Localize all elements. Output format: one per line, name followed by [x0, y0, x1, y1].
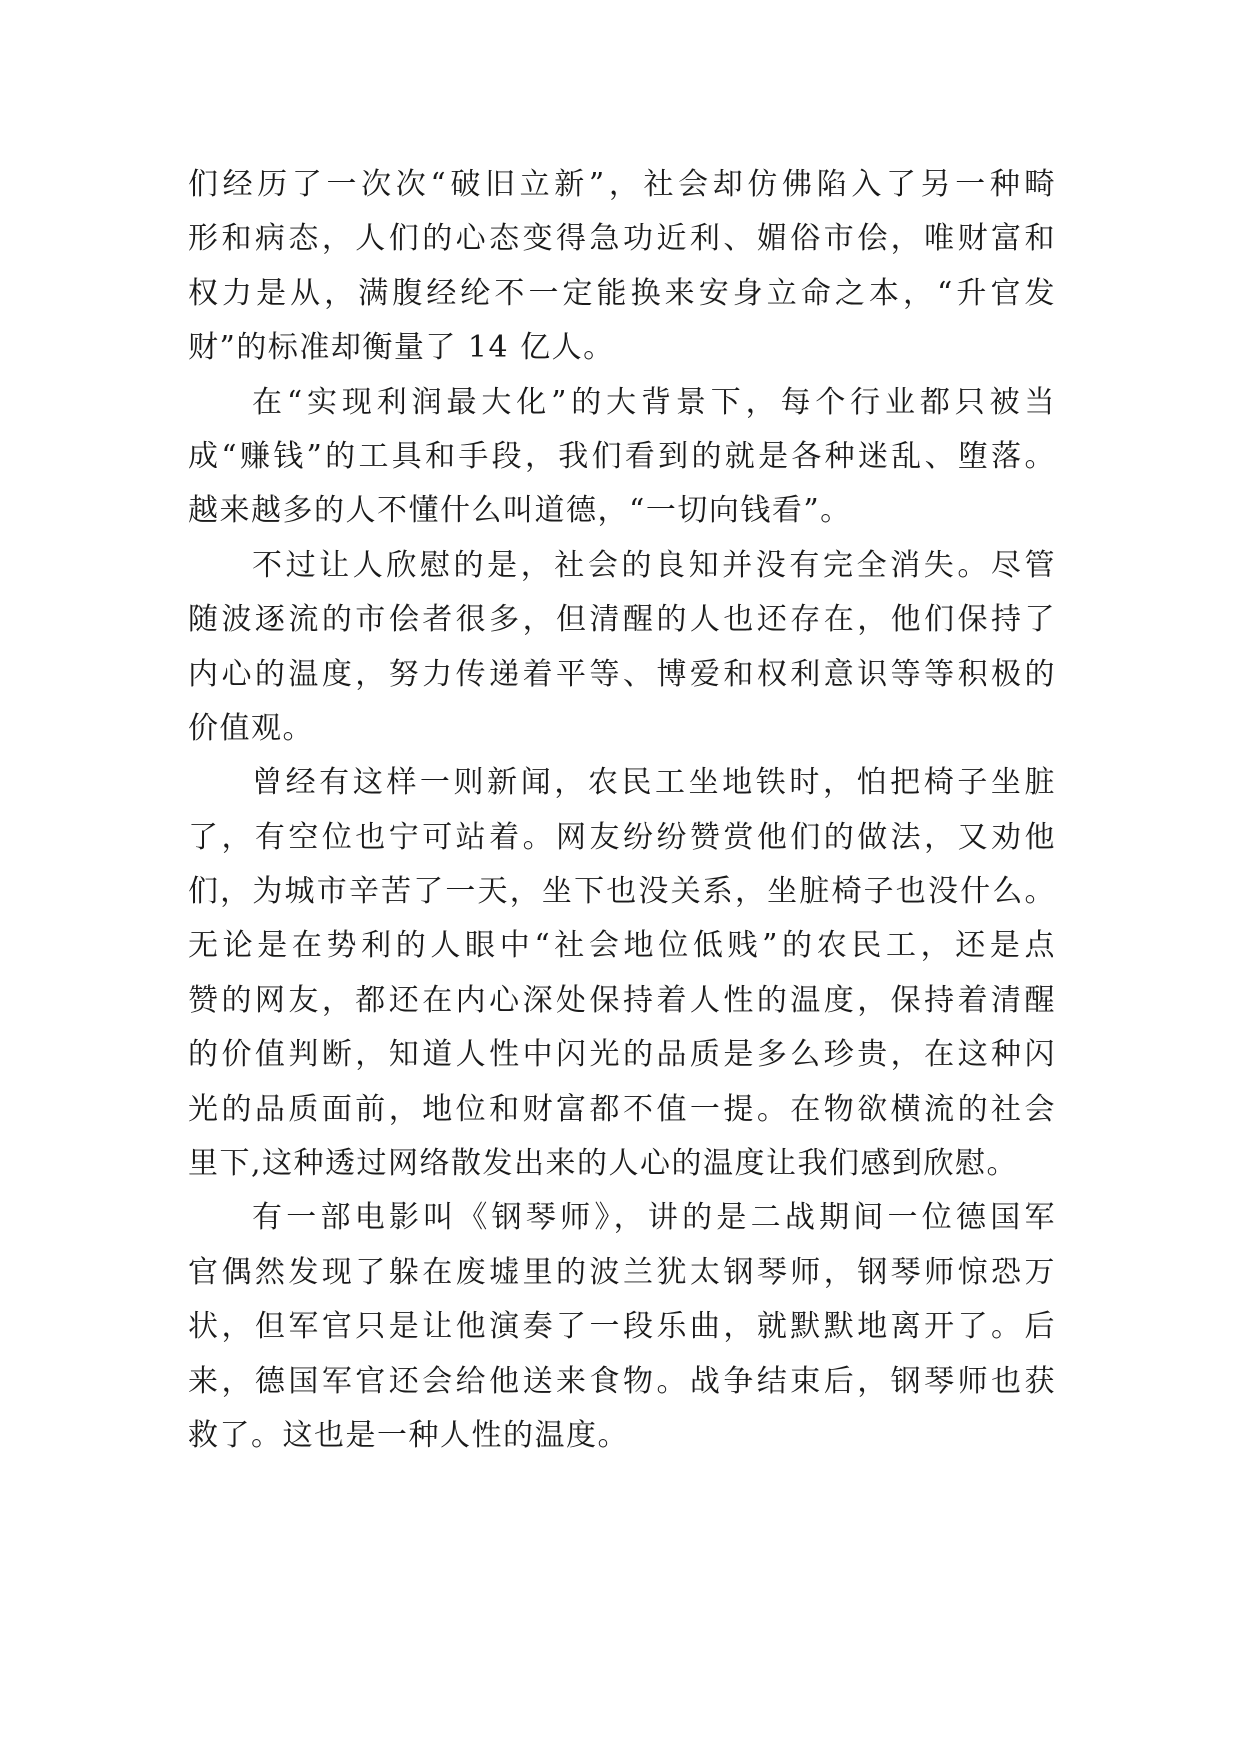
text-line: 状，但军官只是让他演奏了一段乐曲，就默默地离开了。后	[188, 1309, 1056, 1345]
paragraph	[188, 756, 1056, 1191]
body-text	[188, 158, 1056, 1463]
text-line: 内心的温度，努力传递着平等、博爱和权利意识等等积极的	[188, 656, 1056, 692]
text-line: 无论是在势利的人眼中“社会地位低贱”的农民工，还是点	[188, 928, 1056, 964]
text-line: 权力是从，满腹经纶不一定能换来安身立命之本，“升官发	[188, 275, 1056, 311]
text-line: 赞的网友，都还在内心深处保持着人性的温度，保持着清醒	[188, 982, 1056, 1018]
text-line: 越来越多的人不懂什么叫道德，“一切向钱看”。	[188, 493, 852, 529]
paragraph	[188, 158, 1056, 376]
text-line: 了，有空位也宁可站着。网友纷纷赞赏他们的做法，又劝他	[188, 819, 1056, 855]
paragraph	[188, 376, 1056, 539]
text-line: 价值观。	[188, 710, 314, 746]
text-line: 光的品质面前，地位和财富都不值一提。在物欲横流的社会	[188, 1091, 1056, 1127]
text-line: 在“实现利润最大化”的大背景下，每个行业都只被当	[252, 384, 1056, 420]
text-line: 里下,这种透过网络散发出来的人心的温度让我们感到欣慰。	[188, 1146, 1019, 1182]
text-line: 官偶然发现了躲在废墟里的波兰犹太钢琴师，钢琴师惊恐万	[188, 1254, 1056, 1290]
text-line: 形和病态，人们的心态变得急功近利、媚俗市侩，唯财富和	[188, 221, 1056, 257]
text-line: 来，德国军官还会给他送来食物。战争结束后，钢琴师也获	[188, 1363, 1056, 1399]
text-line: 曾经有这样一则新闻，农民工坐地铁时，怕把椅子坐脏	[252, 765, 1056, 801]
text-line: 救了。这也是一种人性的温度。	[188, 1417, 629, 1453]
text-line: 不过让人欣慰的是，社会的良知并没有完全消失。尽管	[252, 547, 1056, 583]
text-line: 们经历了一次次“破旧立新”，社会却仿佛陷入了另一种畸	[188, 167, 1056, 202]
text-line: 有一部电影叫《钢琴师》，讲的是二战期间一位德国军	[252, 1200, 1056, 1236]
text-line: 成“赚钱”的工具和手段，我们看到的就是各种迷乱、堕落。	[188, 438, 1056, 474]
text-line: 的价值判断，知道人性中闪光的品质是多么珍贵，在这种闪	[188, 1037, 1056, 1073]
text-line: 财”的标准却衡量了 14 亿人。	[188, 330, 615, 366]
text-line: 们，为城市辛苦了一天，坐下也没关系，坐脏椅子也没什么。	[188, 874, 1056, 910]
paragraph	[188, 539, 1056, 757]
text-line: 随波逐流的市侩者很多，但清醒的人也还存在，他们保持了	[188, 602, 1056, 638]
paragraph	[188, 1191, 1056, 1463]
